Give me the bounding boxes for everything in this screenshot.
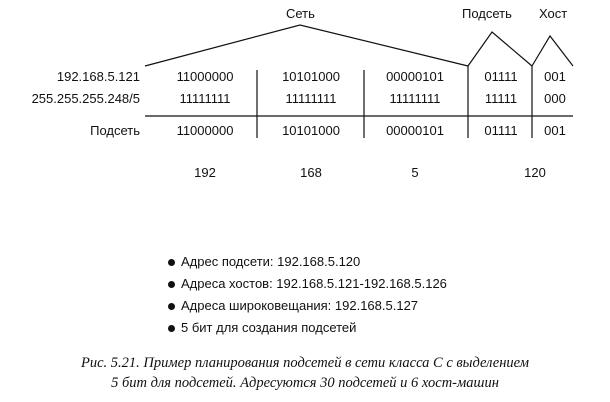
network-bracket (145, 25, 468, 66)
row-mask-subnet-bits: 11111 (484, 91, 518, 106)
header-subnet: Подсеть (462, 6, 512, 21)
row-ip-label: 192.168.5.121 (56, 69, 140, 84)
list-item-text: Адрес подсети: 192.168.5.120 (181, 254, 361, 269)
row-subnet-octet-3: 00000101 (386, 123, 444, 138)
decimal-octet-4: 120 (524, 165, 546, 180)
bullet-dot-icon (168, 281, 175, 288)
header-net: Сеть (286, 6, 315, 21)
row-subnet-octet-2: 10101000 (282, 123, 340, 138)
list-item-text: Адреса хостов: 192.168.5.121-192.168.5.126 (181, 276, 447, 291)
row-mask-octet-3: 11111111 (389, 91, 441, 106)
row-mask-octet-2: 11111111 (285, 91, 337, 106)
row-subnet-label: Подсеть (90, 123, 140, 138)
row-subnet-subnet-bits: 01111 (484, 123, 518, 138)
row-mask-host-bits: 000 (544, 91, 566, 106)
row-ip-host-bits: 001 (544, 69, 566, 84)
row-mask-octet-1: 11111111 (179, 91, 231, 106)
list-item-text: Адреса широковещания: 192.168.5.127 (181, 298, 419, 313)
decimal-octet-3: 5 (411, 165, 419, 180)
figure-caption-line-2: 5 бит для подсетей. Адресуются 30 подсетей и 6 хост-машин (111, 375, 499, 391)
bullet-dot-icon (168, 303, 175, 310)
bullet-dot-icon (168, 259, 175, 266)
row-ip-octet-2: 10101000 (282, 69, 340, 84)
row-subnet-host-bits: 001 (544, 123, 566, 138)
bullet-dot-icon (168, 325, 175, 332)
row-subnet-octet-1: 11000000 (176, 123, 234, 138)
host-bracket (532, 36, 573, 66)
subnet-bracket (468, 32, 532, 66)
row-ip-octet-3: 00000101 (386, 69, 444, 84)
list-item-text: 5 бит для создания подсетей (181, 320, 357, 335)
decimal-octet-2: 168 (300, 165, 322, 180)
header-host: Хост (539, 6, 568, 21)
figure-caption-line-1: Рис. 5.21. Пример планирования подсетей в сети класса С с выделением (81, 355, 529, 371)
row-mask-label: 255.255.255.248/5 (31, 91, 140, 106)
row-ip-octet-1: 11000000 (176, 69, 234, 84)
row-ip-subnet-bits: 01111 (484, 69, 518, 84)
decimal-octet-1: 192 (194, 165, 216, 180)
